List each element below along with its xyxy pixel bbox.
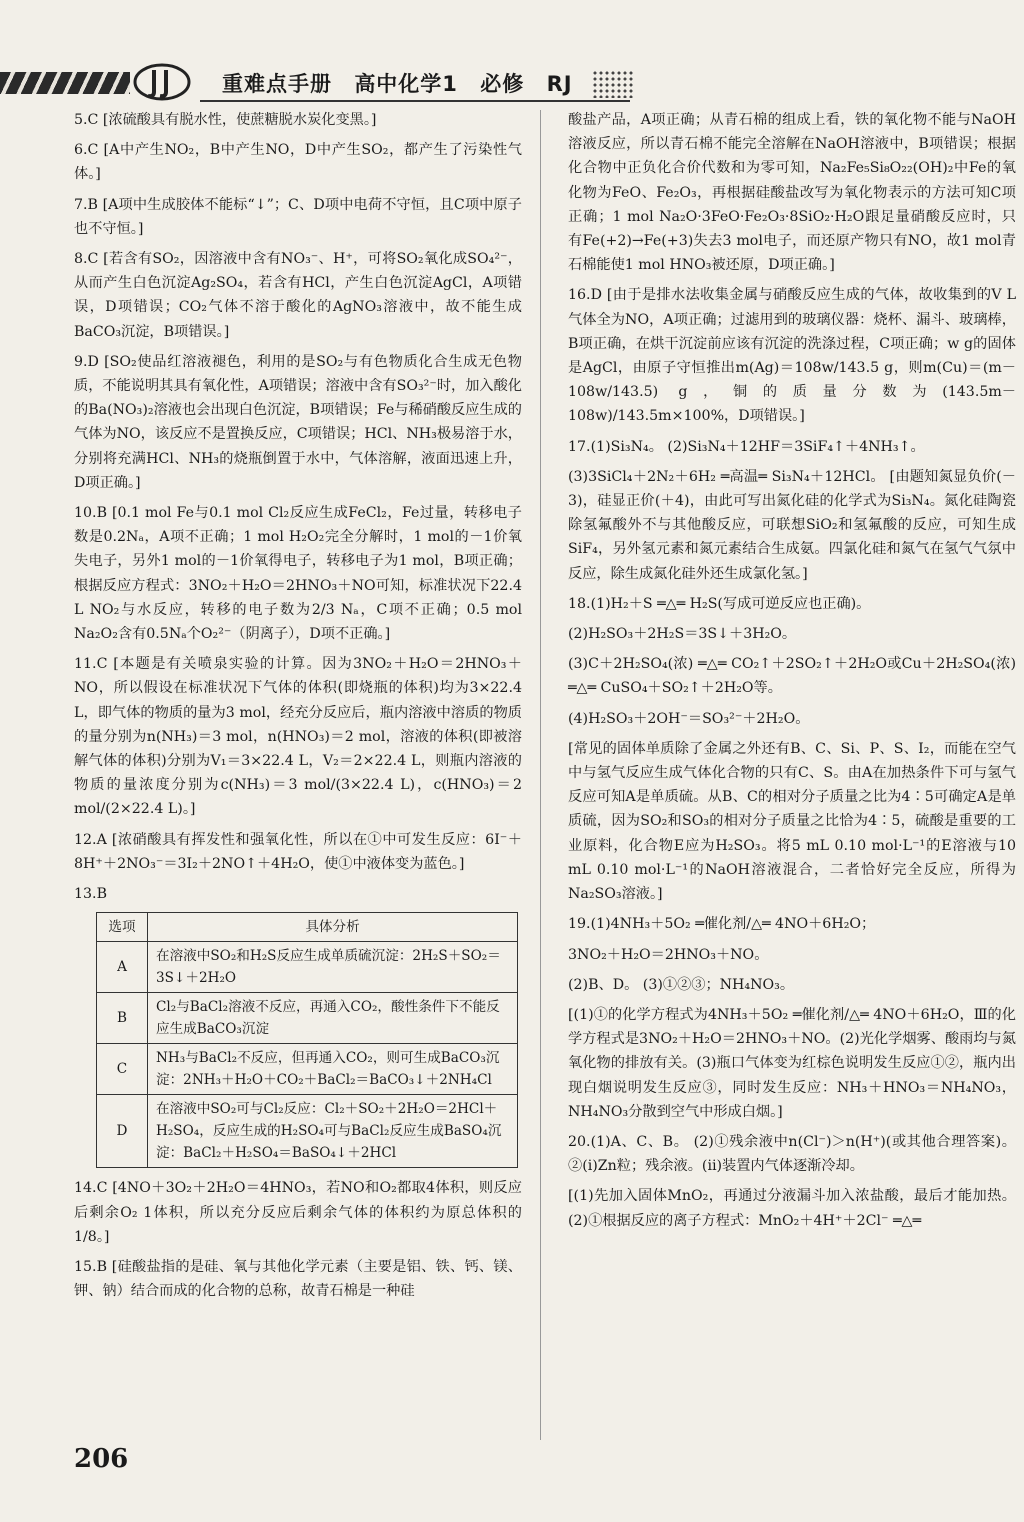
- table-header-analysis: 具体分析: [148, 913, 518, 942]
- answer-16: 16.D [由于是排水法收集金属与硝酸反应生成的气体，故收集到的V L气体全为NO，A项正确；过滤用到的玻璃仪器：烧杯、漏斗、玻璃棒，B项正确，在烘干沉淀前应该有沉淀的洗涤过程，C项正确；w g的固体是AgCl，由原子守恒推出m(Ag)＝108w/143.5 g，则m(Cu)＝(m－108w/143.5) g，铜的质量分数为(143.5m－108w)/143.5m×100%，D项错误。]: [568, 287, 1016, 425]
- answer-14: 14.C [4NO＋3O₂＋2H₂O＝4HNO₃，若NO和O₂都取4体积，则反应后剩余O₂ 1体积，所以充分反应后剩余气体的体积约为原总体积的1/8。]: [74, 1180, 522, 1245]
- answer-18-part4: (4)H₂SO₃＋2OH⁻＝SO₃²⁻＋2H₂O。: [568, 710, 810, 727]
- answer-13: 13.B: [74, 886, 107, 903]
- answer-15-continued: 酸盐产品，A项正确；从青石棉的组成上看，铁的氧化物不能与NaOH溶液反应，所以青石棉不能完全溶解在NaOH溶液中，B项错误；根据化合物中正负化合价代数和为零可知，Na₂Fe₅Si₈O₂₂(OH)₂中Fe的氧化物为FeO、Fe₂O₃，再根据硅酸盐改写为氧化物表示的方法可知C项正确；1 mol Na₂O·3FeO·Fe₂O₃·8SiO₂·H₂O跟足量硝酸反应时，只有Fe(+2)→Fe(+3)失去3 mol电子，而还原产物只有NO，故1 mol青石棉能使1 mol HNO₃被还原，D项正确。]: [568, 112, 1016, 274]
- answer-7: 7.B [A项中生成胶体不能标“↓”；C、D项中电荷不守恒，且C项中原子也不守恒。]: [74, 196, 522, 237]
- answer-20: 20.(1)A、C、B。 (2)①残余液中n(Cl⁻)＞n(H⁺)(或其他合理答案)。 ②(ⅰ)Zn粒；残余液。(ⅱ)装置内气体逐渐冷却。: [568, 1133, 1016, 1175]
- page-header: [0, 60, 640, 106]
- header-rule: [200, 100, 630, 102]
- answer-11: 11.C [本题是有关喷泉实验的计算。因为3NO₂＋H₂O＝2HNO₃＋NO，所以假设在标准状况下气体的体积(即烧瓶的体积)均为3×22.4 L，即气体的物质的量为3 mol，经充分反应后，瓶内溶液中溶质的物质的量分别为n(NH₃)＝3 mol，n(HNO₃)＝2 mol，溶液的体积(即被溶解气体的体积)分别为V₁＝3×22.4 L，V₂＝2×22.4 L，则瓶内溶液的物质的量浓度分别为c(NH₃)＝3 mol/(3×22.4 L)，c(HNO₃)＝2 mol/(2×22.4 L)。]: [74, 656, 522, 818]
- right-column: [568, 108, 1016, 1239]
- answer-15: 15.B [硅酸盐指的是硅、氧与其他化学元素（主要是铝、铁、钙、镁、钾、钠）结合而成的化合物的总称，故青石棉是一种硅: [74, 1258, 522, 1300]
- header-dots-decoration: [592, 70, 634, 98]
- answer-12: 12.A [浓硝酸具有挥发性和强氧化性，所以在①中可发生反应：6I⁻＋8H⁺＋2NO₃⁻＝3I₂＋2NO↑＋4H₂O，使①中液体变为蓝色。]: [74, 831, 522, 872]
- left-column: [74, 108, 522, 1309]
- answer-19-part3: (2)B、D。 (3)①②③；NH₄NO₃。: [568, 976, 795, 993]
- answer-6: 6.C [A中产生NO₂，B中产生NO，D中产生SO₂，都产生了污染性气体。]: [74, 142, 522, 183]
- answer-8: 8.C [若含有SO₂，因溶液中含有NO₃⁻、H⁺，可将SO₂氧化成SO₄²⁻，从而产生白色沉淀Ag₂SO₄，若含有HCl，产生白色沉淀AgCl，A项错误，D项错误；CO₂气体不溶于酸化的AgNO₃溶液中，故不能生成BaCO₃沉淀，B项错误。]: [74, 251, 522, 340]
- answer-10: 10.B [0.1 mol Fe与0.1 mol Cl₂反应生成FeCl₂，Fe过量，转移电子数是0.2Nₐ，A项不正确；1 mol H₂O₂完全分解时，1 mol的－1价氧失电子，另外1 mol的－1价氧得电子，转移电子为1 mol，B项正确；根据反应方程式：3NO₂＋H₂O＝2HNO₃＋NO可知，标准状况下22.4 L NO₂与水反应，转移的电子数为2/3 Nₐ，C项不正确；0.5 mol Na₂O₂含有0.5Nₐ个O₂²⁻（阴离子），D项不正确。]: [74, 505, 522, 643]
- page-number: 206: [74, 1444, 129, 1474]
- answer-20-explanation: [(1)先加入固体MnO₂，再通过分液漏斗加入浓盐酸，最后才能加热。(2)①根据反应的离子方程式：MnO₂＋4H⁺＋2Cl⁻ ═△═: [568, 1188, 1016, 1229]
- header-title: [222, 68, 587, 98]
- table-cell-option: C: [97, 1044, 148, 1095]
- answer-18-part2: (2)H₂SO₃＋2H₂S＝3S↓＋3H₂O。: [568, 626, 797, 643]
- table-cell-option: A: [97, 942, 148, 993]
- table-cell-option: D: [97, 1095, 148, 1168]
- table-cell-text: 在溶液中SO₂可与Cl₂反应：Cl₂＋SO₂＋2H₂O＝2HCl＋H₂SO₄，反应生成的H₂SO₄可与BaCl₂反应生成BaSO₄沉淀：BaCl₂＋H₂SO₄＝BaSO₄↓＋2HCl: [148, 1095, 518, 1168]
- answer-19-part2: 3NO₂＋H₂O＝2HNO₃＋NO。: [568, 946, 769, 963]
- version-label: RJ: [546, 72, 573, 96]
- table-cell-text: Cl₂与BaCl₂溶液不反应，再通入CO₂，酸性条件下不能反应生成BaCO₃沉淀: [148, 993, 518, 1044]
- table-cell-text: 在溶液中SO₂和H₂S反应生成单质硫沉淀：2H₂S＋SO₂＝3S↓＋2H₂O: [148, 942, 518, 993]
- table-cell-text: NH₃与BaCl₂不反应，但再通入CO₂，则可生成BaCO₃沉淀：2NH₃＋H₂O＋CO₂＋BaCl₂＝BaCO₃↓＋2NH₄Cl: [148, 1044, 518, 1095]
- answer-17-part2: (3)3SiCl₄＋2N₂＋6H₂ ═高温═ Si₃N₄＋12HCl。 [由题知氮显负价(－3)，硅显正价(＋4)，由此可写出氮化硅的化学式为Si₃N₄。氮化硅陶瓷除氢氟酸外不与其他酸反应，可联想SiO₂和氢氟酸的反应，可知生成SiF₄，另外氢元素和氮元素结合生成氨。四氯化硅和氮气在氢气气氛中反应，除生成氮化硅外还生成氯化氢。]: [568, 468, 1016, 582]
- table-row: [97, 1095, 518, 1168]
- header-stripe-decoration: [0, 72, 130, 94]
- analysis-table: [96, 912, 518, 1168]
- table-row: [97, 1044, 518, 1095]
- answer-19-explanation: [(1)①的化学方程式为4NH₃＋5O₂ ═催化剂/△═ 4NO＋6H₂O，Ⅲ的化学方程式是3NO₂＋H₂O＝2HNO₃＋NO。(2)光化学烟雾、酸雨均与氮氧化物的排放有关。(3)瓶口气体变为红棕色说明发生反应①②，瓶内出现白烟说明发生反应③，同时发生反应：NH₃＋HNO₃＝NH₄NO₃，NH₄NO₃分散到空气中形成白烟。]: [568, 1006, 1016, 1120]
- table-header-row: [97, 913, 518, 942]
- table-row: [97, 993, 518, 1044]
- answer-5: 5.C [浓硫酸具有脱水性，使蔗糖脱水炭化变黑。]: [74, 112, 377, 128]
- publisher-logo-icon: [132, 62, 192, 102]
- table-header-option: 选项: [97, 913, 148, 942]
- answer-18-part3: (3)C＋2H₂SO₄(浓) ═△═ CO₂↑＋2SO₂↑＋2H₂O或Cu＋2H₂SO₄(浓) ═△═ CuSO₄＋SO₂↑＋2H₂O等。: [568, 656, 1016, 697]
- answer-19-part1: 19.(1)4NH₃＋5O₂ ═催化剂/△═ 4NO＋6H₂O；: [568, 916, 876, 933]
- edition-label: 必修: [480, 72, 525, 96]
- table-row: [97, 942, 518, 993]
- table-cell-option: B: [97, 993, 148, 1044]
- book-title: 重难点手册: [222, 72, 332, 96]
- answer-17-part1: 17.(1)Si₃N₄。 (2)Si₃N₄＋12HF＝3SiF₄↑＋4NH₃↑。: [568, 438, 925, 455]
- answer-18-part1: 18.(1)H₂＋S ═△═ H₂S(写成可逆反应也正确)。: [568, 595, 871, 612]
- answer-18-explanation: [常见的固体单质除了金属之外还有B、C、Si、P、S、I₂，而能在空气中与氢气反应生成气体化合物的只有C、S。由A在加热条件下可与氢气反应可知A是单质硫。从B、C的相对分子质量之比为4∶5可确定A是单质硫，因为SO₂和SO₃的相对分子质量之比恰为4∶5，硫酸是重要的工业原料，化合物E应为H₂SO₃。将5 mL 0.10 mol·L⁻¹的E溶液与10 mL 0.10 mol·L⁻¹的NaOH溶液混合，二者恰好完全反应，所得为Na₂SO₃溶液。]: [568, 740, 1016, 903]
- column-divider: [540, 110, 541, 1440]
- subject-label: 高中化学1: [354, 72, 458, 96]
- answer-9: 9.D [SO₂使品红溶液褪色，利用的是SO₂与有色物质化合生成无色物质，不能说明其具有氧化性，A项错误；溶液中含有SO₃²⁻时，加入酸化的Ba(NO₃)₂溶液也会出现白色沉淀，B项错误；Fe与稀硝酸反应生成的气体为NO，该反应不是置换反应，C项错误；HCl、NH₃极易溶于水，分别将充满HCl、NH₃的烧瓶倒置于水中，气体溶解，液面迅速上升，D项正确。]: [74, 353, 522, 491]
